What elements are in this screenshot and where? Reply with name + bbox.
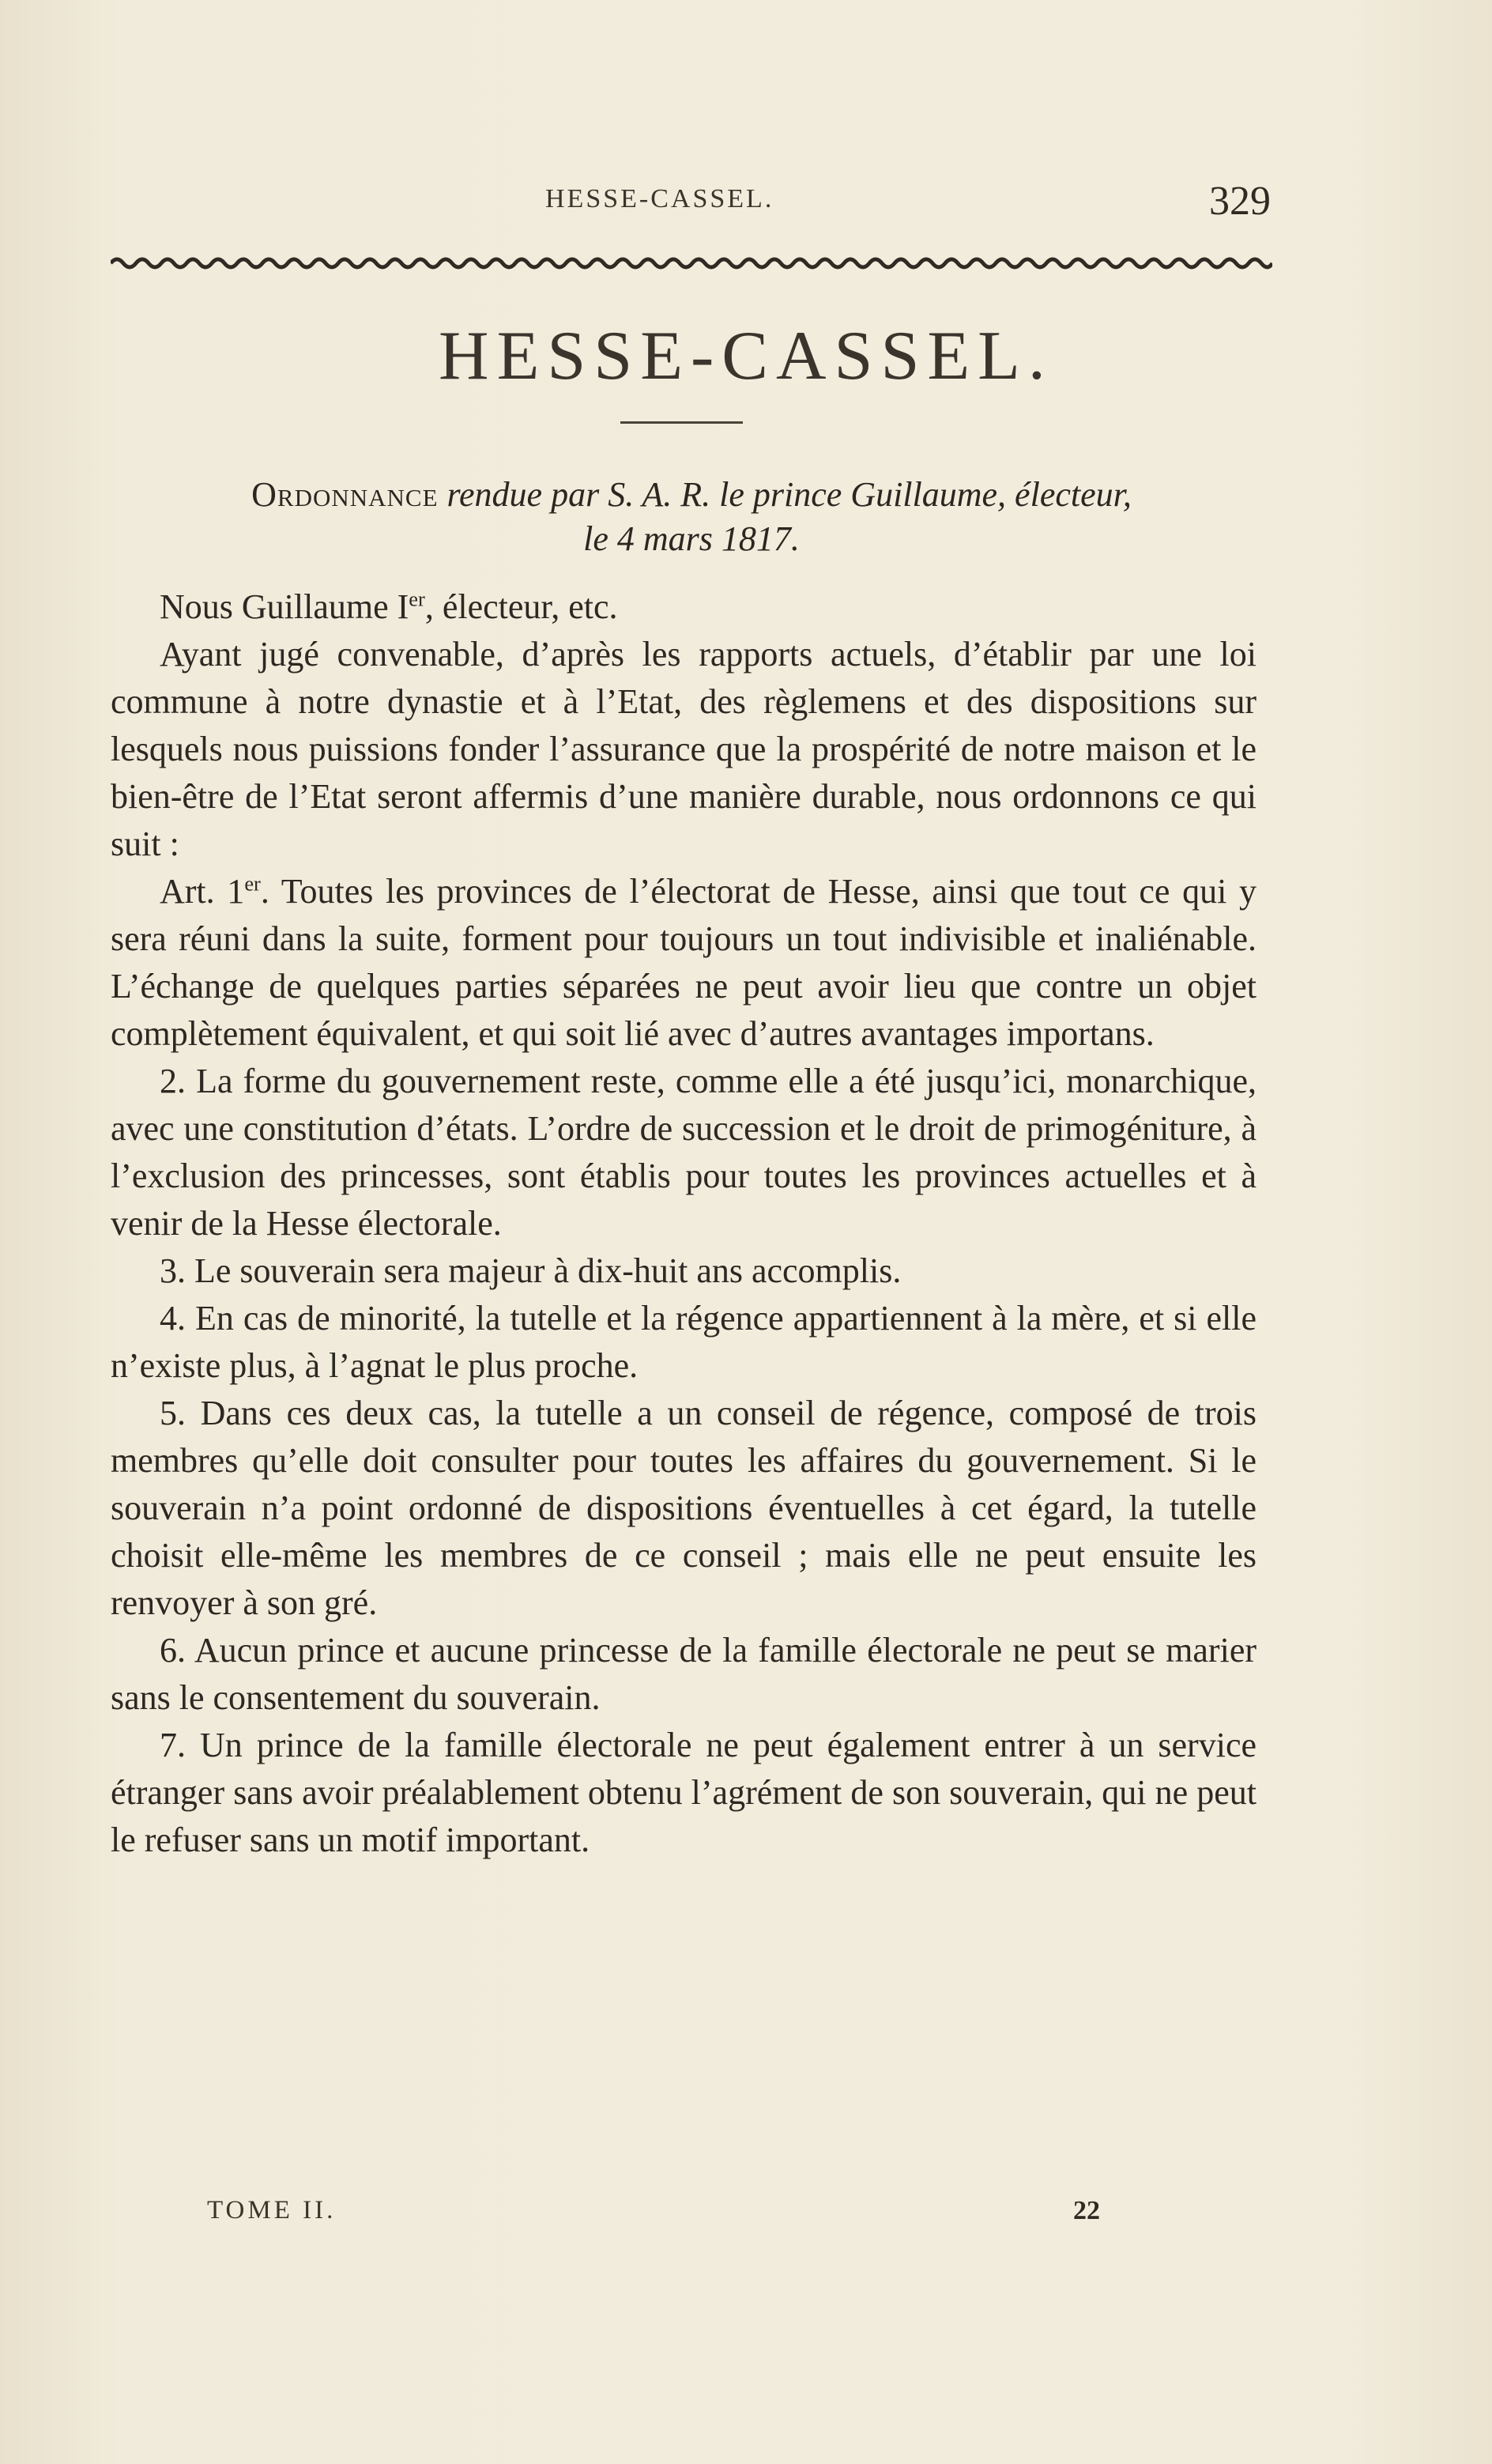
paragraph-text: 5. Dans ces deux cas, la tutelle a un conseil de régence, composé de trois membres qu’elle doit consulter pour toutes les affaires du gouvernement. Si le souverain n’a point ordonné de dispositions éventuelles à cet égard, la tutelle choisit elle-même les membres de ce conseil ; mais elle ne peut ensuite les renvoyer à son gré.	[111, 1394, 1257, 1622]
ordinance-heading	[111, 473, 1272, 561]
paragraph-text: 7. Un prince de la famille électorale ne peut également entrer à un service étranger sans avoir préalablement obtenu l’agrément de son souverain, qui ne peut le refuser sans un motif important.	[111, 1726, 1257, 1859]
paragraph	[111, 1722, 1257, 1864]
paragraph	[111, 1390, 1257, 1627]
paragraph-text: Ayant jugé convenable, d’après les rapports actuels, d’établir par une loi commune à notre dynastie et à l’Etat, des règlemens et des dispositions sur lesquels nous puissions fonder l’assurance que la prospérité de notre maison et le bien-être de l’Etat seront affermis d’une manière durable, nous ordonnons ce qui suit :	[111, 635, 1257, 863]
page-footer	[0, 2196, 1492, 2236]
paragraph-text: . Toutes les provinces de l’électorat de Hesse, ainsi que tout ce qui y sera réuni dans la suite, forment pour toujours un tout indivisible et inaliénable. L’échange de quelques parties séparées ne peut avoir lieu que contre un objet complètement équivalent, et qui soit lié avec d’autres avantages importans.	[111, 872, 1257, 1053]
paragraph	[111, 868, 1257, 1058]
paragraph-text: 3. Le souverain sera majeur à dix-huit ans accomplis.	[160, 1251, 902, 1290]
signature-mark-volume: TOME II.	[207, 2196, 337, 2224]
paragraph-text: 4. En cas de minorité, la tutelle et la régence appartiennent à la mère, et si elle n’existe plus, à l’agnat le plus proche.	[111, 1299, 1257, 1385]
main-title: HESSE-CASSEL.	[439, 318, 1053, 394]
paragraph	[111, 631, 1257, 868]
superscript: er	[244, 871, 261, 896]
superscript: er	[409, 587, 425, 611]
paragraph-text: Nous Guillaume I	[160, 587, 409, 626]
signature-mark-number: 22	[1073, 2196, 1100, 2225]
paragraph-text: 2. La forme du gouvernement reste, comme elle a été jusqu’ici, monarchique, avec une constitution d’états. L’ordre de succession et le droit de primogéniture, à l’exclusion des princesses, sont établis pour toutes les provinces actuelles et à venir de la Hesse électorale.	[111, 1062, 1257, 1243]
paragraph-text: 6. Aucun prince et aucune princesse de la famille électorale ne peut se marier sans le consentement du souverain.	[111, 1631, 1257, 1717]
paragraph	[111, 583, 1257, 631]
paragraph	[111, 1295, 1257, 1390]
ornamental-rule	[111, 251, 1272, 275]
paragraph	[111, 1058, 1257, 1247]
ordinance-lead: Ordonnance	[251, 475, 439, 514]
paragraph-text: , électeur, etc.	[424, 587, 618, 626]
paragraph	[111, 1627, 1257, 1722]
page-number: 329	[1209, 179, 1271, 224]
body-text	[111, 583, 1257, 1864]
running-title: HESSE-CASSEL.	[545, 184, 774, 213]
paragraph	[111, 1247, 1257, 1295]
running-head	[0, 178, 1492, 225]
paragraph-text: Art. 1	[160, 872, 245, 911]
ordinance-date: le 4 mars 1817.	[583, 519, 800, 558]
title-rule	[620, 421, 743, 424]
ordinance-text: rendue par S. A. R. le prince Guillaume, électeur,	[438, 475, 1132, 514]
